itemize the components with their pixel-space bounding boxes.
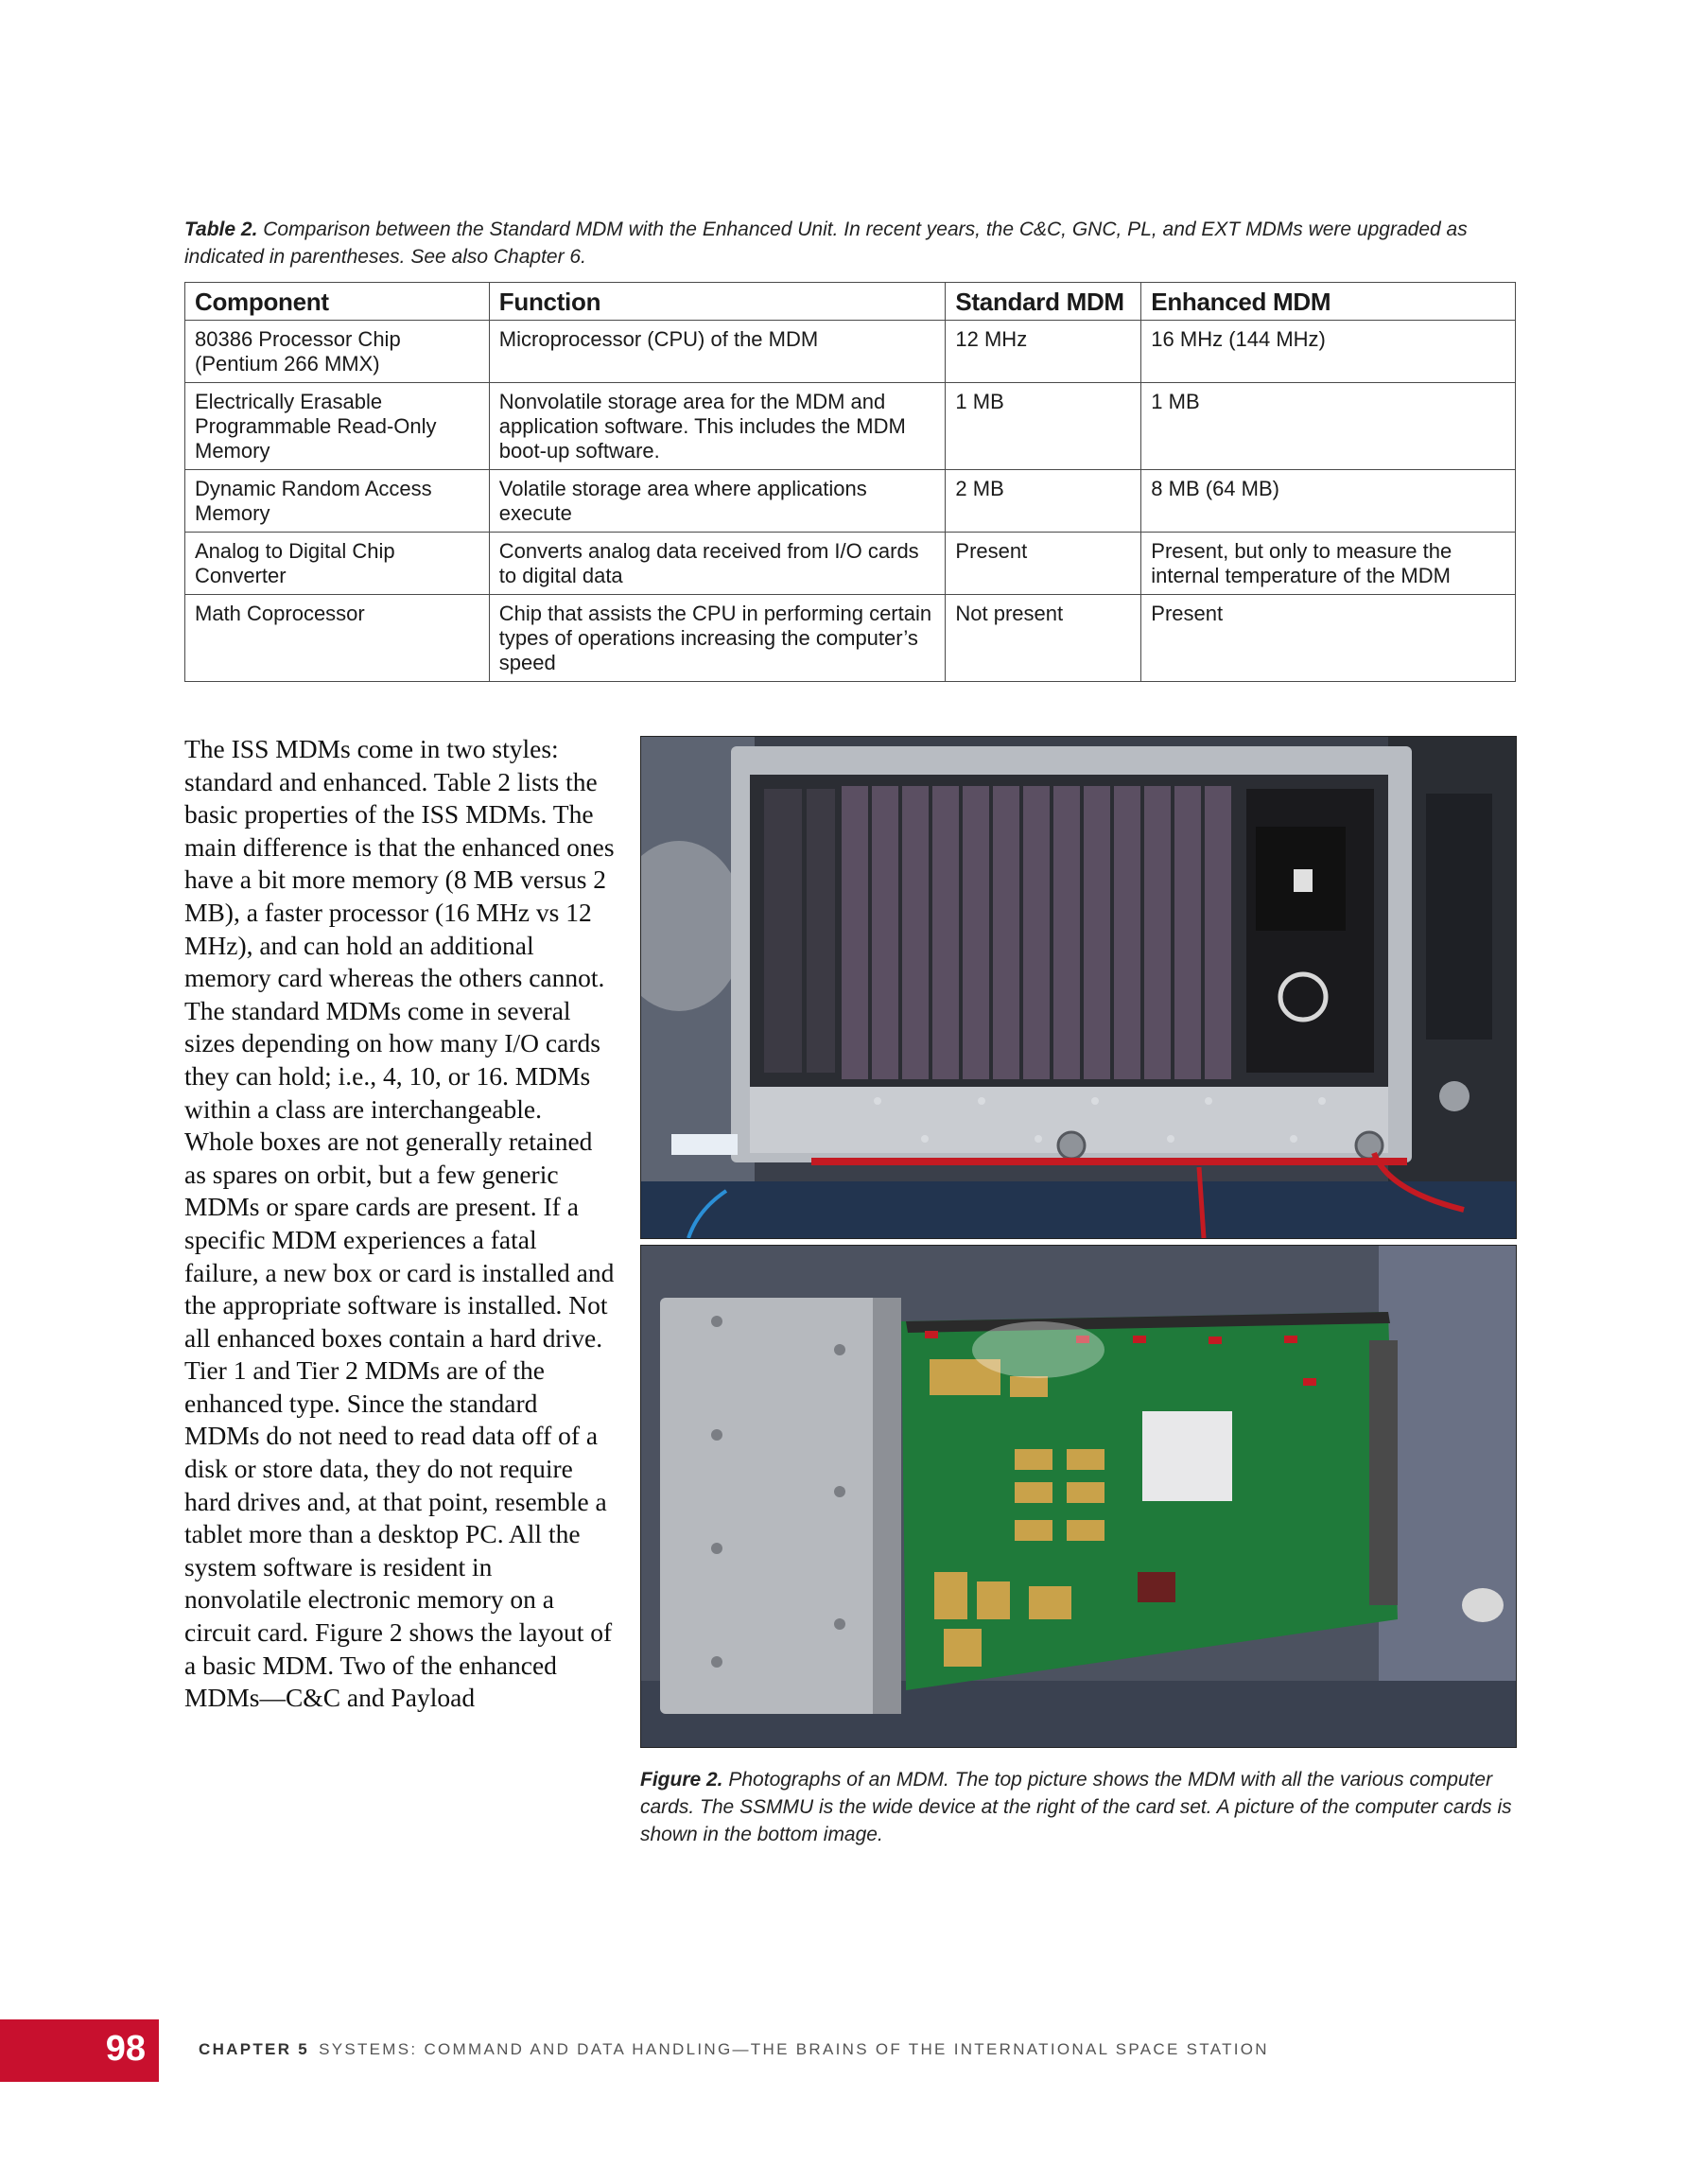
cell-standard: 2 MB <box>946 470 1141 533</box>
table-header-row <box>185 283 1516 321</box>
body-paragraph: The ISS MDMs come in two styles: standard and enhanced. Table 2 lists the basic properties of the ISS MDMs. The main difference is that the enhanced ones have a bit more memory (8 MB versus 2 MB), a faster processor (16 MHz vs 12 MHz), and can hold an additional memory card whereas the others cannot. The standard MDMs come in several sizes depending on how many I/O cards they can hold; i.e., 4, 10, or 16. MDMs within a class are interchangeable. Whole boxes are not generally retained as spares on orbit, but a few generic MDMs or spare cards are present. If a specific MDM experiences a fatal failure, a new box or card is installed and the appropriate software is installed. Not all enhanced boxes contain a hard drive. Tier 1 and Tier 2 MDMs are of the enhanced type. Since the standard MDMs do not need to read data off of a disk or store data, they do not require hard drives and, at that point, resemble a tablet more than a desktop PC. All the system software is resident in nonvolatile electronic memory on a circuit card. Figure 2 shows the layout of a basic MDM. Two of the enhanced MDMs—C&C and Payload <box>184 734 615 1713</box>
cell-enhanced: Present, but only to measure the internal temperature of the MDM <box>1141 533 1516 595</box>
cell-standard: 12 MHz <box>946 321 1141 383</box>
page-number-box <box>0 2019 159 2082</box>
computer-card-photo <box>640 1245 1517 1748</box>
table-caption-text: Comparison between the Standard MDM with the Enhanced Unit. In recent years, the C&C, GNC, PL, and EXT MDMs were upgraded as indicated in parentheses. See also Chapter 6. <box>184 218 1468 268</box>
cell-component: Analog to Digital Chip Converter <box>185 533 490 595</box>
table-caption <box>184 216 1518 271</box>
cell-standard: 1 MB <box>946 383 1141 470</box>
cell-enhanced: 16 MHz (144 MHz) <box>1141 321 1516 383</box>
header-enhanced-mdm: Enhanced MDM <box>1141 283 1516 321</box>
chapter-label: CHAPTER 5 <box>199 2040 310 2058</box>
cell-enhanced: 1 MB <box>1141 383 1516 470</box>
comparison-table <box>184 282 1516 682</box>
figure-caption-label: Figure 2. <box>640 1769 723 1791</box>
cell-enhanced: 8 MB (64 MB) <box>1141 470 1516 533</box>
table-row <box>185 595 1516 682</box>
cell-component: Electrically Erasable Programmable Read-Only Memory <box>185 383 490 470</box>
table-row <box>185 321 1516 383</box>
cell-component: Dynamic Random Access Memory <box>185 470 490 533</box>
cell-function: Chip that assists the CPU in performing certain types of operations increasing the computer’s speed <box>489 595 946 682</box>
table-row <box>185 470 1516 533</box>
cell-component: Math Coprocessor <box>185 595 490 682</box>
cell-function: Nonvolatile storage area for the MDM and application software. This includes the MDM boot-up software. <box>489 383 946 470</box>
chapter-title: SYSTEMS: COMMAND AND DATA HANDLING—THE BRAINS OF THE INTERNATIONAL SPACE STATION <box>319 2040 1269 2058</box>
cell-standard: Not present <box>946 595 1141 682</box>
mdm-box-photo <box>640 736 1517 1239</box>
table-caption-label: Table 2. <box>184 218 258 240</box>
cell-standard: Present <box>946 533 1141 595</box>
running-footer <box>199 2040 1269 2059</box>
table-row <box>185 533 1516 595</box>
figure-caption-text: Photographs of an MDM. The top picture shows the MDM with all the various computer cards. The SSMMU is the wide device at the right of the card set. A picture of the computer cards is shown in the bottom image. <box>640 1769 1512 1845</box>
cell-function: Converts analog data received from I/O cards to digital data <box>489 533 946 595</box>
header-function: Function <box>489 283 946 321</box>
cell-function: Volatile storage area where applications execute <box>489 470 946 533</box>
figure-caption <box>640 1766 1520 1848</box>
page-number: 98 <box>105 2029 146 2069</box>
computer-card-image <box>641 1246 1516 1747</box>
header-standard-mdm: Standard MDM <box>946 283 1141 321</box>
cell-function: Microprocessor (CPU) of the MDM <box>489 321 946 383</box>
table-row <box>185 383 1516 470</box>
cell-enhanced: Present <box>1141 595 1516 682</box>
mdm-box-image <box>641 737 1516 1238</box>
header-component: Component <box>185 283 490 321</box>
cell-component: 80386 Processor Chip (Pentium 266 MMX) <box>185 321 490 383</box>
